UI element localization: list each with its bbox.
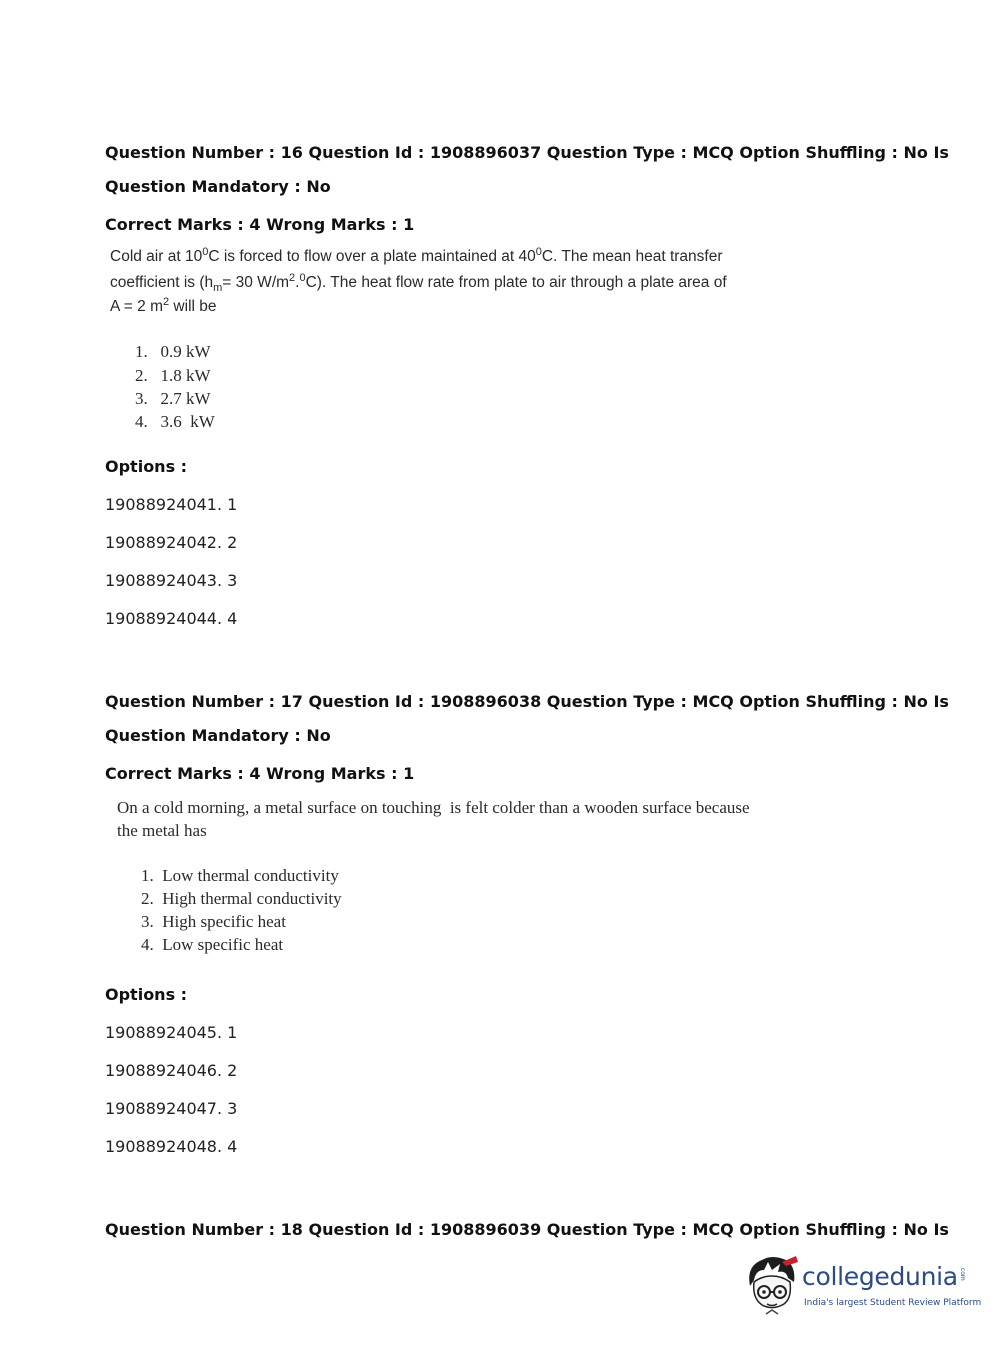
q17-option: 19088924047. 3 xyxy=(105,1099,238,1118)
logo-com: .com xyxy=(959,1266,966,1281)
q17-text-line2: the metal has xyxy=(117,821,207,840)
q16-choice: 4. 3.6 kW xyxy=(135,412,215,431)
q16-option: 19088924043. 3 xyxy=(105,571,238,590)
q17-choice: 1. Low thermal conductivity xyxy=(141,866,339,885)
q17-choice: 3. High specific heat xyxy=(141,912,286,931)
q17-option: 19088924046. 2 xyxy=(105,1061,238,1080)
logo-wordmark: collegedunia xyxy=(802,1262,958,1291)
q16-text-line1: Cold air at $10^0C$ is forced to flow over a plate maintained at $40^0C$. The mean heat transfer xyxy=(110,246,723,266)
q17-marks: Correct Marks : 4 Wrong Marks : 1 xyxy=(105,764,415,783)
logo-tagline: India's largest Student Review Platform xyxy=(804,1298,982,1308)
q16-header: Question Number : 16 Question Id : 1908896037 Question Type : MCQ Option Shuffling : No Is xyxy=(105,143,949,162)
q17-option: 19088924048. 4 xyxy=(105,1137,238,1156)
q16-marks: Correct Marks : 4 Wrong Marks : 1 xyxy=(105,215,415,234)
q17-mandatory: Question Mandatory : No xyxy=(105,726,331,745)
q16-text-line3: A = 2 $m^2$ will be xyxy=(110,296,217,316)
mascot-icon xyxy=(742,1252,800,1318)
q16-choice: 2. 1.8 kW xyxy=(135,366,211,385)
q16-choice: 1. 0.9 kW xyxy=(135,342,211,361)
q16-option: 19088924042. 2 xyxy=(105,533,238,552)
q16-option: 19088924041. 1 xyxy=(105,495,238,514)
collegedunia-logo[interactable] xyxy=(742,1252,982,1322)
q17-option: 19088924045. 1 xyxy=(105,1023,238,1042)
q16-text-line2: coefficient is ($h_m= 30$ $W/m^2.^0C$). The heat flow rate from plate to air through a plate area of xyxy=(110,272,727,295)
q17-header: Question Number : 17 Question Id : 1908896038 Question Type : MCQ Option Shuffling : No Is xyxy=(105,692,949,711)
q17-choice: 4. Low specific heat xyxy=(141,935,284,954)
q16-choice: 3. 2.7 kW xyxy=(135,389,211,408)
q16-options-label: Options : xyxy=(105,457,188,476)
q17-text-line1: On a cold morning, a metal surface on touching is felt colder than a wooden surface because xyxy=(117,798,750,817)
q17-options-label: Options : xyxy=(105,985,188,1004)
q18-header: Question Number : 18 Question Id : 1908896039 Question Type : MCQ Option Shuffling : No Is xyxy=(105,1220,949,1239)
q17-choice: 2. High thermal conductivity xyxy=(141,889,342,908)
q16-option: 19088924044. 4 xyxy=(105,609,238,628)
q16-mandatory: Question Mandatory : No xyxy=(105,177,331,196)
